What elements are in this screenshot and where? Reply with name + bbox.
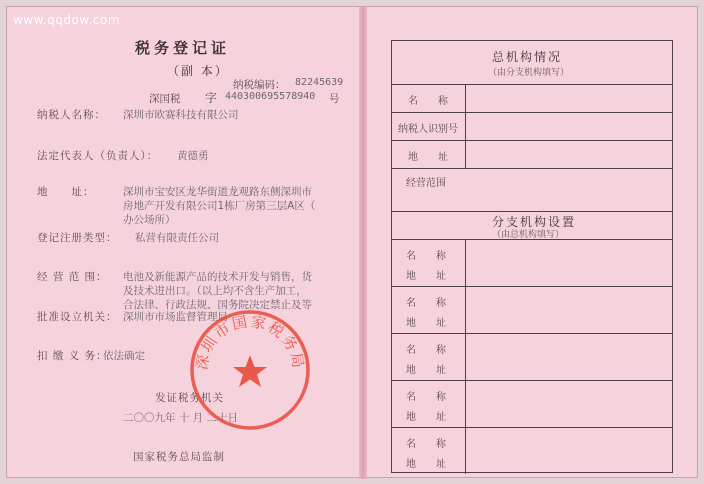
branch-4-name-label: 名 称 (406, 392, 446, 403)
page-subtitle: （副 本） (167, 64, 229, 78)
branch-2-address-label: 地 址 (406, 318, 446, 329)
branch-1-address-label: 地 址 (406, 271, 446, 282)
field-label-approval-authority: 批准设立机关： (37, 311, 118, 323)
branch-4-address-label: 地 址 (406, 412, 446, 423)
field-label-taxpayer-name: 纳税人名称： (37, 109, 106, 121)
footer-supervisor: 国家税务总局监制 (133, 451, 225, 463)
field-value-reg-type: 私营有限责任公司 (135, 232, 219, 244)
official-seal (187, 307, 313, 433)
head-office-title: 总机构情况 (492, 50, 563, 64)
field-value-scope-line-1: 电池及新能源产品的技术开发与销售，货 (123, 271, 312, 283)
field-value-scope-line-3: 合法律、行政法规、国务院决定禁止及等 (123, 299, 312, 311)
field-label-address: 地 址： (37, 186, 95, 198)
branch-2-name-label: 名 称 (406, 298, 446, 309)
tax-number-label: 纳税编码： (233, 79, 286, 91)
svg-text:深圳市国家税务局: 深圳市国家税务局 (192, 312, 308, 372)
issue-date: 二〇〇九年 十 月 二十日 (123, 412, 239, 424)
field-label-legal-rep: 法定代表人（负责人）： (37, 150, 159, 162)
tax-suffix: 号 (329, 93, 340, 105)
field-value-approval-authority: 深圳市市场监督管理局 (123, 311, 228, 323)
field-value-address-line-1: 深圳市宝安区龙华街道龙观路东侧深圳市 (123, 186, 312, 198)
branch-5-address-label: 地 址 (406, 459, 446, 470)
field-value-legal-rep: 黄德勇 (177, 150, 209, 162)
field-label-reg-type: 登记注册类型： (37, 232, 118, 244)
issuer-label: 发证税务机关 (155, 392, 224, 404)
tax-number-value: 82245639 (295, 77, 344, 88)
watermark: www.qqdow.com (13, 13, 121, 27)
field-value-address-line-3: 办公场所） (123, 214, 176, 226)
field-value-taxpayer-name: 深圳市欧赛科技有限公司 (123, 109, 239, 121)
head-name-label: 名 称 (408, 96, 448, 107)
booklet-spine (359, 7, 367, 479)
head-office-subtitle: （由分支机构填写） (488, 68, 570, 78)
tax-char: 字 (205, 91, 218, 105)
field-value-scope-line-2: 及技术进出口。（以上均不含生产加工， (123, 285, 307, 297)
branch-title: 分支机构设置 (492, 215, 577, 229)
tax-prefix: 深国税 (149, 93, 181, 105)
head-scope-label: 经营范围 (406, 178, 446, 189)
field-value-withholding: 依法确定 (103, 350, 145, 362)
field-value-address-line-2: 房地产开发有限公司1栋厂房第三层A区（ (123, 200, 316, 212)
certificate-booklet (6, 6, 698, 478)
branch-3-address-label: 地 址 (406, 365, 446, 376)
head-taxid-label: 纳税人识别号 (398, 124, 458, 135)
tax-id: 440300695578940 (225, 91, 316, 102)
head-address-label: 地 址 (408, 152, 448, 163)
field-label-withholding: 扣 缴 义 务： (37, 350, 108, 362)
branch-table (391, 40, 673, 473)
branch-subtitle: （由总机构填写） (492, 230, 565, 240)
field-label-business-scope: 经 营 范 围： (37, 271, 108, 283)
branch-5-name-label: 名 称 (406, 439, 446, 450)
branch-1-name-label: 名 称 (406, 251, 446, 262)
branch-3-name-label: 名 称 (406, 345, 446, 356)
page-title: 税务登记证 (135, 39, 231, 57)
